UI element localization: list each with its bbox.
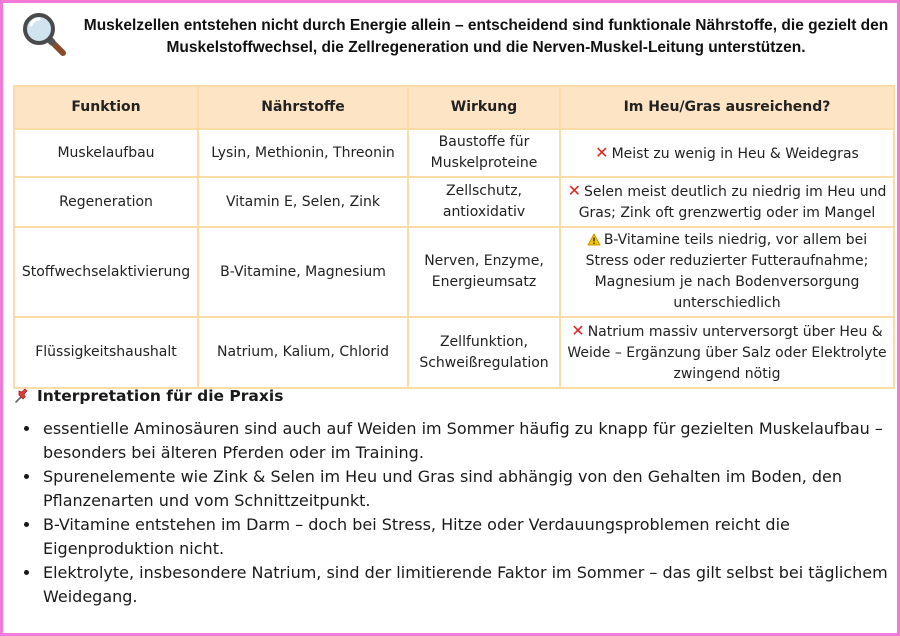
cell-wirkung: Nerven, Enzyme, Energieumsatz: [408, 227, 560, 317]
cross-icon: ✕: [567, 181, 582, 200]
table-row: [14, 177, 894, 227]
cell-wirkung: Zellschutz, antioxidativ: [408, 177, 560, 227]
bewertung-text: Meist zu wenig in Heu & Weidegras: [611, 145, 859, 162]
column-header-naehrstoffe: Nährstoffe: [198, 86, 408, 129]
magnifier-icon: [21, 11, 67, 57]
headline: Muskelzellen entstehen nicht durch Energie allein – entscheidend sind funktionale Nährstoffe, die gezielt den Muskelstoffwechsel, die Zellregeneration und die Nerven-Muskel-Leitung unterstützen.: [83, 17, 889, 56]
cross-icon: ✕: [571, 321, 585, 340]
cell-bewertung: [560, 317, 894, 388]
cell-naehrstoffe: Natrium, Kalium, Chlorid: [198, 317, 408, 388]
pushpin-icon: [13, 387, 31, 405]
warning-icon: [587, 233, 601, 246]
cell-naehrstoffe: B-Vitamine, Magnesium: [198, 227, 408, 317]
cell-naehrstoffe: Lysin, Methionin, Threonin: [198, 129, 408, 177]
column-header-funktion: Funktion: [14, 86, 198, 129]
cell-bewertung: [560, 227, 894, 317]
list-item: • Elektrolyte, insbesondere Natrium, sind der limitierende Faktor im Sommer – das gilt selbst bei täglichem Weidegang.: [41, 561, 900, 609]
cell-funktion: Flüssigkeitshaushalt: [14, 317, 198, 388]
column-header-bewertung: Im Heu/Gras ausreichend?: [560, 86, 894, 129]
cell-naehrstoffe: Vitamin E, Selen, Zink: [198, 177, 408, 227]
cell-wirkung: Zellfunktion, Schweißregulation: [408, 317, 560, 388]
table-row: [14, 227, 894, 317]
header: [17, 9, 897, 69]
cell-funktion: Regeneration: [14, 177, 198, 227]
interpretation-list: [19, 417, 900, 609]
interpretation-heading: [13, 387, 283, 405]
list-item: • B-Vitamine entstehen im Darm – doch bei Stress, Hitze oder Verdauungsproblemen reicht die Eigenproduktion nicht.: [41, 513, 900, 561]
list-item: • Spurenelemente wie Zink & Selen im Heu und Gras sind abhängig von den Gehalten im Boden, den Pflanzenarten und vom Schnittzeitpunkt.: [41, 465, 900, 513]
list-item: • essentielle Aminosäuren sind auch auf Weiden im Sommer häufig zu knapp für gezielten Muskelaufbau – besonders bei älteren Pferden oder im Training.: [41, 417, 900, 465]
nutrient-table: [13, 85, 895, 389]
table-header-row: [14, 86, 894, 129]
cell-bewertung: [560, 129, 894, 177]
interpretation-title: Interpretation für die Praxis: [37, 387, 284, 405]
cell-funktion: Muskelaufbau: [14, 129, 198, 177]
cross-icon: ✕: [595, 142, 609, 162]
cell-funktion: Stoffwechselaktivierung: [14, 227, 198, 317]
cell-wirkung: Baustoffe für Muskelproteine: [408, 129, 560, 177]
bewertung-text: Natrium massiv unterversorgt über Heu & Weide – Ergänzung über Salz oder Elektrolyte zwingend nötig: [567, 324, 887, 382]
column-header-wirkung: Wirkung: [408, 86, 560, 129]
cell-bewertung: [560, 177, 894, 227]
bewertung-text: B-Vitamine teils niedrig, vor allem bei Stress oder reduzierter Futteraufnahme; Magnesium je nach Bodenversorgung unterschiedlich: [585, 232, 869, 311]
bewertung-text: Selen meist deutlich zu niedrig im Heu und Gras; Zink oft grenzwertig oder im Mangel: [578, 184, 887, 221]
table-row: [14, 317, 894, 388]
table-row: [14, 129, 894, 177]
